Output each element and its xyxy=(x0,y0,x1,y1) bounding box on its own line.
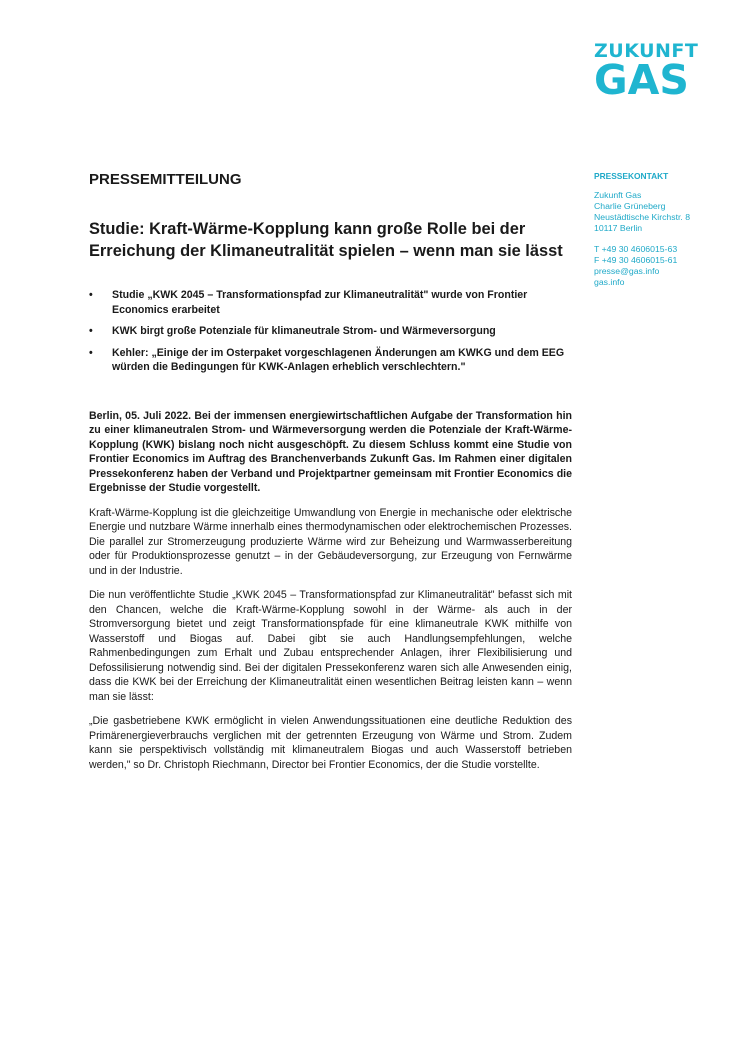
key-points-list xyxy=(89,288,572,375)
contact-address xyxy=(594,190,724,234)
press-contact-block xyxy=(594,171,724,298)
logo-line-2: GAS xyxy=(594,56,689,104)
contact-channels xyxy=(594,244,724,288)
body-paragraph: Kraft-Wärme-Kopplung ist die gleichzeitige Umwandlung von Energie in mechanische oder elektrische Energie und nutzbare Wärme innerhalb eines thermodynamischen oder elektrochemischen Prozesses. Die parallel zur Stromerzeugung produzierte Wärme wird zur Beheizung und Warmwasserbereitung oder für Produktionsprozesse genutzt – in der Gebäudeversorgung, zur Erzeugung von Fernwärme und in der Industrie. xyxy=(89,506,572,577)
contact-city: 10117 Berlin xyxy=(594,223,643,233)
zukunft-gas-logo xyxy=(594,40,699,104)
contact-website-link[interactable]: gas.info xyxy=(594,277,625,287)
contact-street: Neustädtische Kirchstr. 8 xyxy=(594,212,691,222)
contact-phone: T +49 30 4606015-63 xyxy=(594,244,678,254)
body-paragraph: Die nun veröffentlichte Studie „KWK 2045 – Transformationspfad zur Klimaneutralität" befasst sich mit den Chancen, welche die Kraft-Wärme-Kopplung sowohl in der Wärme- als auch in der Stromversorgung bietet und zeigt Transformationspfade für eine klimaneutrale KWK mithilfe von Wasserstoff und Biogas auf. Dabei gibt sie auch Handlungsempfehlungen, welche Rahmenbedingungen zum Erhalt und Zubau entsprechender Anlagen, ihrer Flexibilisierung und Defossilisierung notwendig sind. Bei der digitalen Pressekonferenz waren sich alle Anwesenden einig, dass die KWK bei der Erreichung der Klimaneutralität einen wesentlichen Beitrag leisten kann – wenn man sie lässt: xyxy=(89,589,572,703)
contact-organization: Zukunft Gas xyxy=(594,190,642,200)
contact-fax: F +49 30 4606015-61 xyxy=(594,255,678,265)
key-point: • KWK birgt große Potenziale für klimaneutrale Strom- und Wärmeversorgung xyxy=(89,324,572,339)
key-point: • Kehler: „Einige der im Osterpaket vorgeschlagenen Änderungen am KWKG und dem EEG würden die Bedingungen für KWK-Anlagen erheblich verschlechtern." xyxy=(89,346,572,375)
headline: Studie: Kraft-Wärme-Kopplung kann große Rolle bei der Erreichung der Klimaneutralität spielen – wenn man sie lässt xyxy=(89,220,563,260)
contact-email-link[interactable]: presse@gas.info xyxy=(594,266,660,276)
contact-person: Charlie Grüneberg xyxy=(594,201,666,211)
lead-paragraph: Berlin, 05. Juli 2022. Bei der immensen energiewirtschaftlichen Aufgabe der Transformation hin zu einer klimaneutralen Strom- und Wärmeversorgung werden die Potenziale der Kraft-Wärme-Kopplung (KWK) bislang noch nicht ausgeschöpft. Zu diesem Schluss kommt eine Studie von Frontier Economics im Auftrag des Branchenverbands Zukunft Gas. Im Rahmen einer digitalen Pressekonferenz haben der Verband und Projektpartner gemeinsam mit Frontier Economics die Ergebnisse der Studie vorgestellt. xyxy=(89,409,572,494)
press-contact-heading: PRESSEKONTAKT xyxy=(594,171,669,181)
logo-line-1: ZUKUNFT xyxy=(594,40,699,62)
quote-paragraph: „Die gasbetriebene KWK ermöglicht in vielen Anwendungssituationen eine deutliche Reduktion des Primärenergieverbrauchs verglichen mit der getrennten Erzeugung von Wärme und Strom. Zudem kann sie perspektivisch vollständig mit klimaneutralem Biogas und auch Wasserstoff betrieben werden," so Dr. Christoph Riechmann, Director bei Frontier Economics, der die Studie vorstellte. xyxy=(89,715,572,771)
press-release-body xyxy=(89,171,572,782)
document-label: PRESSEMITTEILUNG xyxy=(89,171,242,188)
key-point: • Studie „KWK 2045 – Transformationspfad zur Klimaneutralität" wurde von Frontier Economics erarbeitet xyxy=(89,288,572,317)
